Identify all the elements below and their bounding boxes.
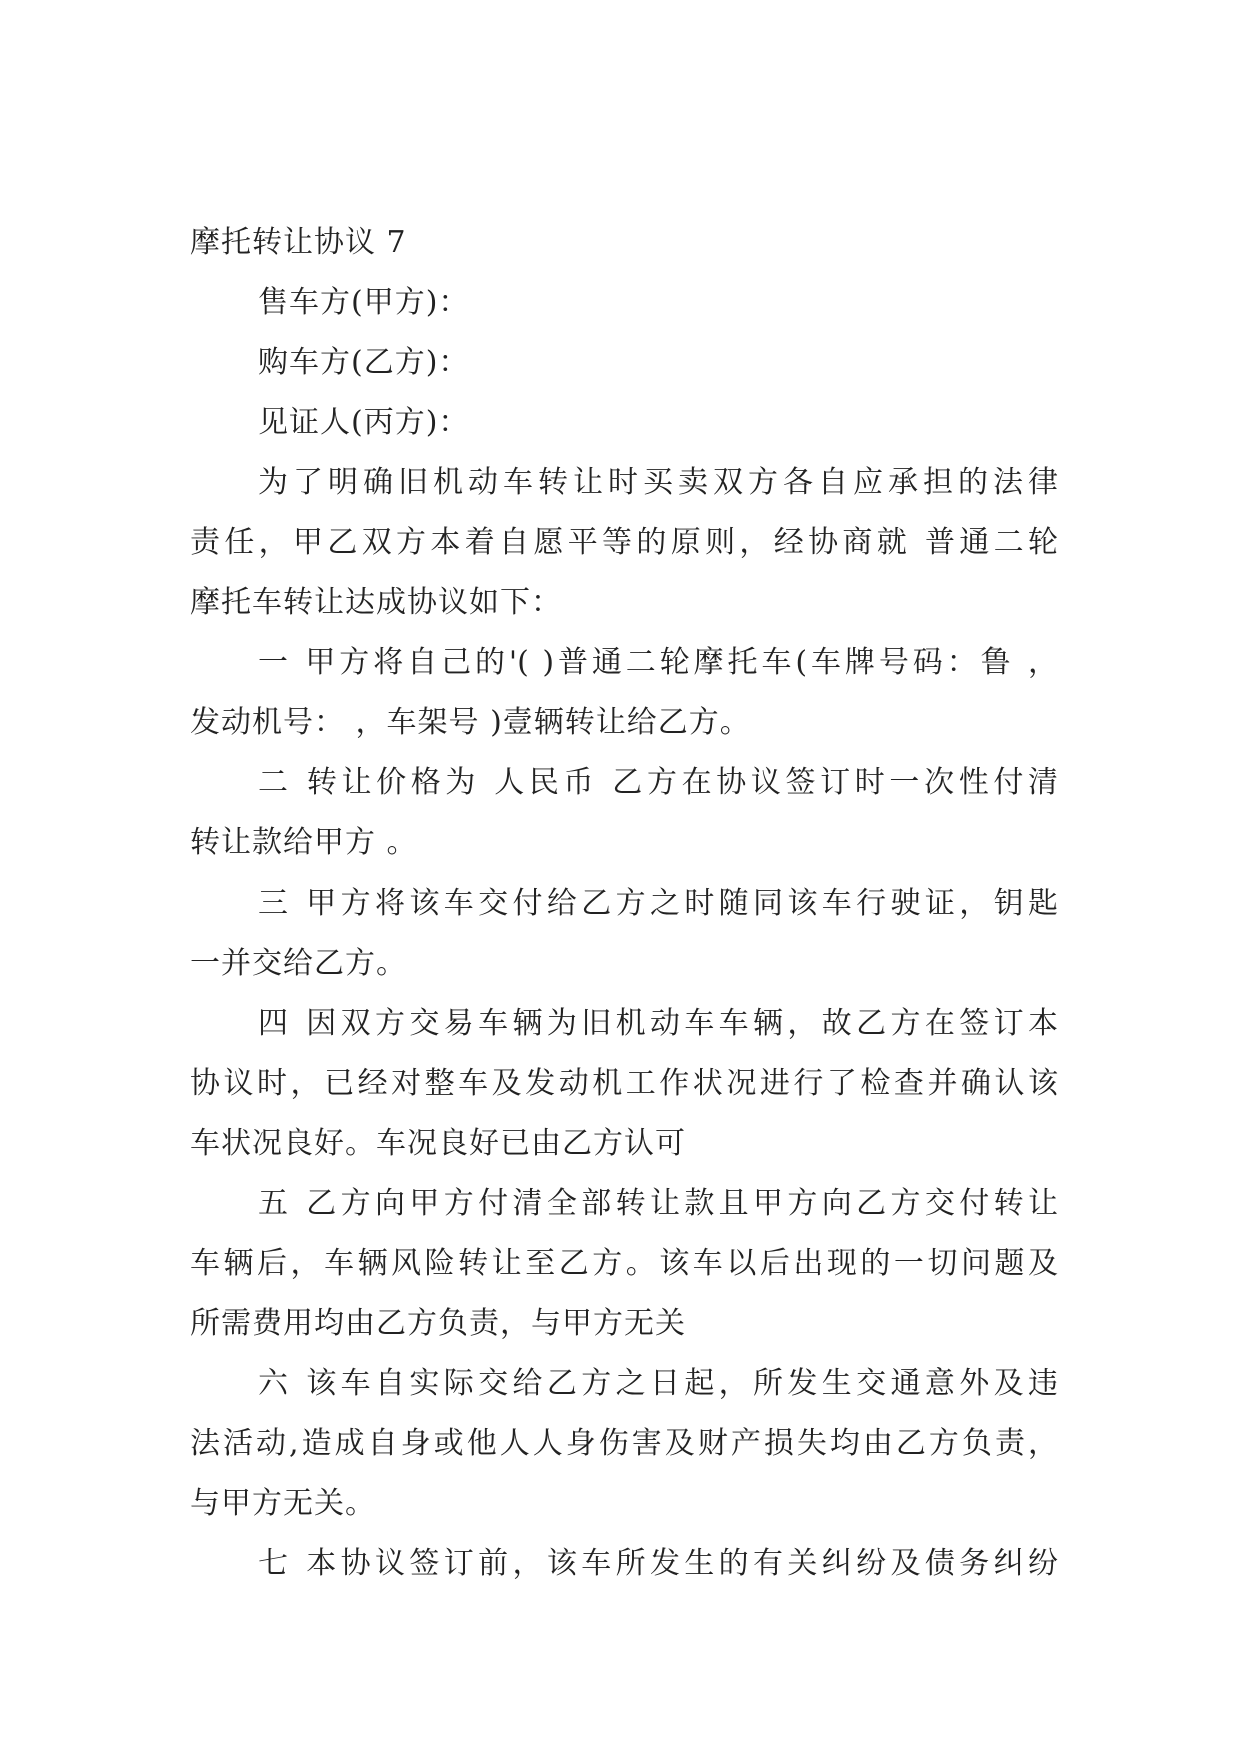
clause-5: [190, 1174, 1058, 1354]
clause-5-line-1: 五 乙方向甲方付清全部转让款且甲方向乙方交付转让: [258, 1185, 1058, 1221]
preamble-line-1: 为了明确旧机动车转让时买卖双方各自应承担的法律: [258, 465, 1058, 501]
clause-3-line-2: 一并交给乙方。: [190, 945, 407, 981]
preamble-line-2: 责任，甲乙双方本着自愿平等的原则，经协商就 普通二轮: [190, 525, 1058, 561]
clause-3: [190, 874, 1058, 994]
clause-2-line-2: 转让款给甲方 。: [190, 825, 418, 861]
clause-6-line-1: 六 该车自实际交给乙方之日起，所发生交通意外及违: [258, 1365, 1058, 1401]
document-title: 摩托转让协议 7: [190, 225, 407, 260]
clause-6-line-2: 法活动,造成自身或他人人身伤害及财产损失均由乙方负责，: [190, 1425, 1058, 1461]
parties: [190, 273, 1058, 453]
clause-4-line-2: 协议时，已经对整车及发动机工作状况进行了检查并确认该: [190, 1065, 1058, 1101]
party-seller: 售车方(甲方)：: [258, 285, 470, 321]
clause-2-line-1: 二 转让价格为 人民币 乙方在协议签订时一次性付清: [258, 765, 1058, 801]
clause-4: [190, 994, 1058, 1174]
clause-1-line-2: 发动机号： ，车架号 )壹辆转让给乙方。: [190, 705, 751, 741]
document-body: [190, 213, 1058, 1594]
clause-6: [190, 1354, 1058, 1534]
party-witness: 见证人(丙方)：: [258, 405, 470, 441]
clause-6-line-3: 与甲方无关。: [190, 1485, 376, 1521]
clause-5-line-2: 车辆后，车辆风险转让至乙方。该车以后出现的一切问题及: [190, 1245, 1058, 1281]
clause-1-line-1: 一 甲方将自己的'( )普通二轮摩托车(车牌号码：鲁 ，: [258, 645, 1058, 681]
clause-4-line-3: 车状况良好。车况良好已由乙方认可: [190, 1125, 686, 1161]
clause-7-line-1: 七 本协议签订前，该车所发生的有关纠纷及债务纠纷: [258, 1546, 1058, 1582]
clause-4-line-1: 四 因双方交易车辆为旧机动车车辆，故乙方在签订本: [258, 1005, 1058, 1041]
clause-3-line-1: 三 甲方将该车交付给乙方之时随同该车行驶证，钥匙: [258, 885, 1058, 921]
clause-1: [190, 633, 1058, 753]
clause-7: [190, 1534, 1058, 1594]
clause-5-line-3: 所需费用均由乙方负责，与甲方无关: [190, 1305, 686, 1341]
party-buyer: 购车方(乙方)：: [258, 345, 470, 381]
preamble-line-3: 摩托车转让达成协议如下：: [190, 585, 562, 621]
preamble: [190, 453, 1058, 633]
clause-2: [190, 753, 1058, 873]
